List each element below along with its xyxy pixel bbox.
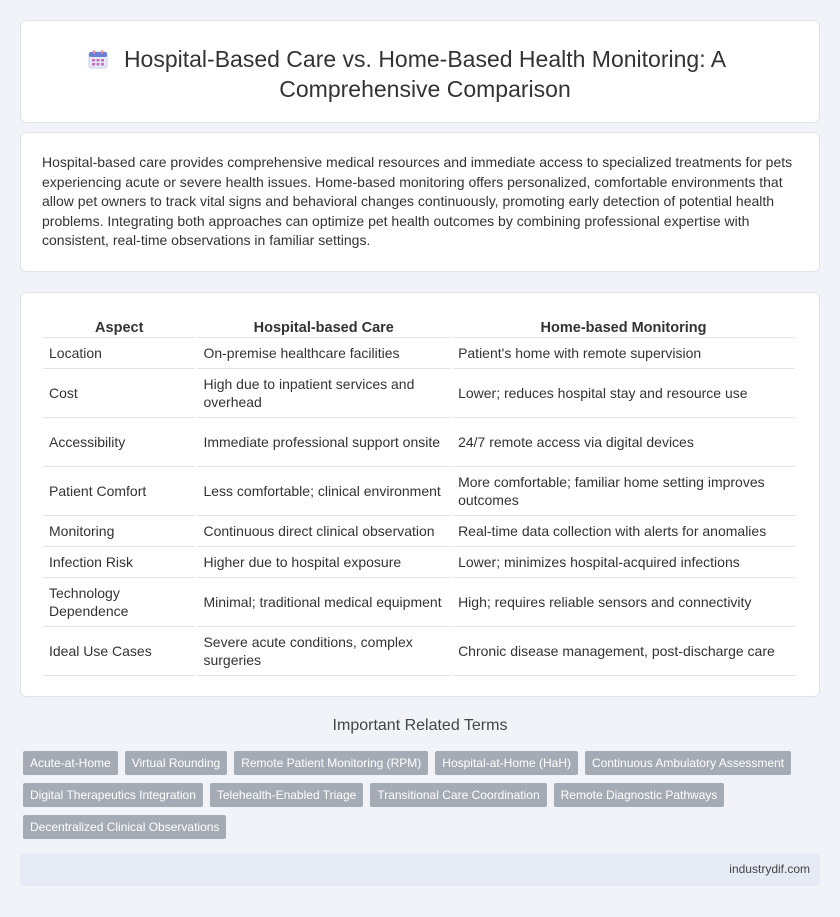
table-cell: Technology Dependence xyxy=(43,578,195,627)
related-terms-list xyxy=(23,751,813,839)
table-row xyxy=(43,547,795,578)
column-header-hospital: Hospital-based Care xyxy=(197,316,450,338)
table-cell: Less comfortable; clinical environment xyxy=(197,467,450,516)
table-cell: Higher due to hospital exposure xyxy=(197,547,450,578)
table-row xyxy=(43,338,795,369)
table-cell: 24/7 remote access via digital devices xyxy=(452,418,795,467)
table-cell: Minimal; traditional medical equipment xyxy=(197,578,450,627)
table-cell: Accessibility xyxy=(43,418,195,467)
table-cell: Real-time data collection with alerts for anomalies xyxy=(452,516,795,547)
comparison-table xyxy=(41,316,797,676)
related-term-tag[interactable]: Hospital-at-Home (HaH) xyxy=(435,751,578,775)
table-cell: Severe acute conditions, complex surgeries xyxy=(197,627,450,676)
table-cell: Patient's home with remote supervision xyxy=(452,338,795,369)
related-terms-title: Important Related Terms xyxy=(332,717,508,734)
related-term-tag[interactable]: Transitional Care Coordination xyxy=(370,783,546,807)
table-cell: High; requires reliable sensors and connectivity xyxy=(452,578,795,627)
comparison-table-card xyxy=(20,292,820,697)
table-row xyxy=(43,369,795,418)
table-row xyxy=(43,467,795,516)
related-term-tag[interactable]: Digital Therapeutics Integration xyxy=(23,783,203,807)
table-cell: Monitoring xyxy=(43,516,195,547)
table-header-row xyxy=(43,316,795,338)
table-cell: Location xyxy=(43,338,195,369)
footer-site-link[interactable]: industrydif.com xyxy=(729,862,810,876)
related-term-tag[interactable]: Acute-at-Home xyxy=(23,751,118,775)
column-header-aspect: Aspect xyxy=(43,316,195,338)
table-cell: Continuous direct clinical observation xyxy=(197,516,450,547)
related-term-tag[interactable]: Remote Diagnostic Pathways xyxy=(554,783,725,807)
table-cell: High due to inpatient services and overhead xyxy=(197,369,450,418)
related-term-tag[interactable]: Decentralized Clinical Observations xyxy=(23,815,226,839)
table-cell: More comfortable; familiar home setting improves outcomes xyxy=(452,467,795,516)
table-cell: Chronic disease management, post-discharge care xyxy=(452,627,795,676)
table-cell: Lower; minimizes hospital-acquired infections xyxy=(452,547,795,578)
column-header-home: Home-based Monitoring xyxy=(452,316,795,338)
table-cell: Lower; reduces hospital stay and resource use xyxy=(452,369,795,418)
table-row xyxy=(43,516,795,547)
intro-text: Hospital-based care provides comprehensive medical resources and immediate access to specialized treatments for pets experiencing acute or severe health issues. Home-based monitoring offers personalized, comfortable environments that allow pet owners to track vital signs and behavioral changes continuously, promoting early detection of potential health problems. Integrating both approaches can optimize pet health outcomes by combining professional expertise with consistent, real-time observations in familiar settings. xyxy=(42,154,793,248)
related-term-tag[interactable]: Telehealth-Enabled Triage xyxy=(210,783,363,807)
table-cell: Patient Comfort xyxy=(43,467,195,516)
related-term-tag[interactable]: Continuous Ambulatory Assessment xyxy=(585,751,791,775)
page-title xyxy=(21,21,819,104)
table-cell: Infection Risk xyxy=(43,547,195,578)
table-row xyxy=(43,418,795,467)
calendar-icon xyxy=(87,48,109,70)
table-cell: Ideal Use Cases xyxy=(43,627,195,676)
table-row xyxy=(43,627,795,676)
table-cell: On-premise healthcare facilities xyxy=(197,338,450,369)
table-row xyxy=(43,578,795,627)
related-term-tag[interactable]: Remote Patient Monitoring (RPM) xyxy=(234,751,428,775)
page-title-text: Hospital-Based Care vs. Home-Based Health Monitoring: A Comprehensive Comparison xyxy=(123,46,727,102)
intro-card xyxy=(20,132,820,272)
table-cell: Immediate professional support onsite xyxy=(197,418,450,467)
table-cell: Cost xyxy=(43,369,195,418)
related-term-tag[interactable]: Virtual Rounding xyxy=(125,751,228,775)
header-card xyxy=(20,20,820,123)
footer xyxy=(20,853,820,886)
